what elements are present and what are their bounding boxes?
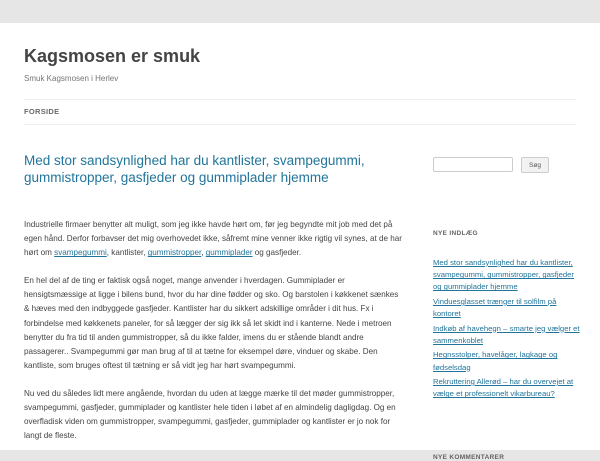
- search-form: [433, 155, 583, 175]
- paragraph-text: og gasfjeder.: [252, 248, 302, 258]
- nav-divider-bottom: [24, 124, 576, 125]
- post-content: [24, 218, 404, 457]
- site-title[interactable]: Kagsmosen er smuk: [24, 46, 201, 66]
- recent-comments-heading: NYE KOMMENTARER: [433, 454, 505, 461]
- paragraph-text: ,: [201, 248, 206, 258]
- post-paragraph-3: Nu ved du således lidt mere angående, hvordan du uden at lægge mærke til det møder gummistropper, svampegummi, gasfjeder, gummiplader og kantlister hele tiden i løbet af en almindelig dagligdag. Og en overfladisk viden om gummistropper, svampegummi, gasfjeder, gummiplader og kantlister er jo nok for langt de fleste.: [24, 388, 396, 441]
- recent-post-link[interactable]: Rekruttering Allerød – har du overvejet at vælge et professionelt vikarbureau?: [433, 377, 574, 399]
- recent-posts-list: [433, 257, 583, 403]
- link-svampegummi[interactable]: svampegummi: [54, 248, 107, 258]
- paragraph-text: , kantlister,: [106, 248, 148, 258]
- sidebar: [433, 155, 583, 461]
- page: [0, 23, 600, 461]
- site-description: Smuk Kagsmosen i Herlev: [24, 74, 119, 83]
- recent-post-link[interactable]: Vinduesglasset trænger til solfilm på kontoret: [433, 296, 557, 319]
- search-button[interactable]: Søg: [521, 157, 549, 173]
- post-paragraph-2: En hel del af de ting er faktisk også noget, mange anvender i hverdagen. Gummiplader er hensigtsmæssige at ligge i bilens bund, hvor du har dine fødder og sko. Og barstolen i køkkenet sænkes & hæves med den indbyggede gasfjeder. Kantlister har du sikkert adskillige områder i dit hus. Fx i forbindelse med køkkenets paneler, for så lægger der sig ikk så let skidt ind i kanterne. Nede i metroen benytter du fra tid til anden gummistropper, så du ikke falder, imens du er stående blandt andre passagerer.. Svampegummi gør man brug af til at tætne for eksempel døre, vinduer og skabe. Den kantliste, som bruges oftest til tætning er så vidt jeg har hørt svampegummi.: [24, 276, 399, 370]
- list-item: [433, 323, 583, 347]
- recent-posts-heading: NYE INDLÆG: [433, 230, 478, 237]
- nav-item-home[interactable]: FORSIDE: [24, 107, 60, 116]
- link-gummistropper[interactable]: gummistropper: [147, 248, 202, 258]
- recent-post-link[interactable]: Hegnsstolper, havelåger, lagkage og fødselsdag: [433, 350, 558, 372]
- nav-divider-top: [24, 99, 576, 100]
- post-paragraph-1: [24, 218, 404, 260]
- paragraph-text: Industrielle firmaer benytter alt muligt, som jeg ikke havde hørt om, før jeg begyndte mit job med det på egen hånd. Derfor forbavser det mig overhovedet ikke, såfremt mine venner ikke rigtig vil synes, at de har hørt om: [24, 220, 402, 258]
- post-title[interactable]: Med stor sandsynlighed har du kantlister, svampegummi, gummistropper, gasfjeder og gummiplader hjemme: [24, 153, 365, 185]
- recent-post-link[interactable]: Indkøb af havehegn – smarte jeg vælger et sammenkoblet: [433, 323, 580, 345]
- link-gummiplader[interactable]: gummiplader: [205, 248, 253, 258]
- list-item: [433, 349, 583, 373]
- recent-post-link[interactable]: Med stor sandsynlighed har du kantlister, svampegummi, gummistropper, gasfjeder og gummiplader hjemme: [433, 258, 574, 292]
- list-item: [433, 257, 583, 294]
- list-item: [433, 296, 583, 320]
- list-item: [433, 376, 583, 400]
- search-input[interactable]: [433, 157, 513, 172]
